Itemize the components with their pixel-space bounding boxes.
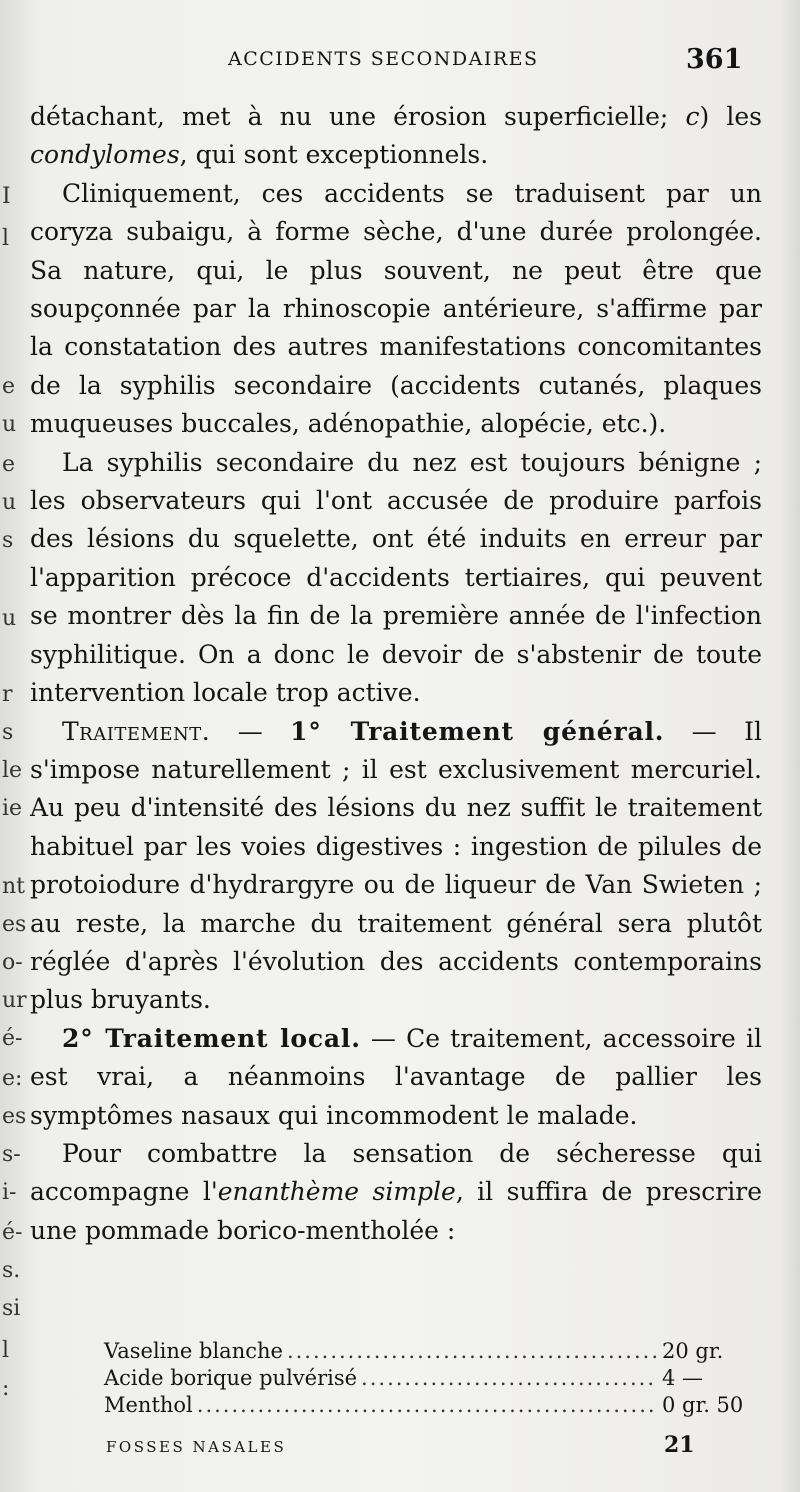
section-lead: Traitement. xyxy=(62,716,211,746)
ingredient-name: Menthol xyxy=(104,1393,193,1417)
margin-fragment: e xyxy=(2,374,16,399)
ingredient-quantity: 20 gr. xyxy=(662,1339,724,1363)
margin-fragment: : xyxy=(2,1376,10,1401)
text-run: détachant, met à nu une érosion superficielle; xyxy=(30,102,686,131)
margin-fragment: o- xyxy=(2,950,23,975)
italic-term: condylomes xyxy=(30,140,180,170)
margin-fragment: é- xyxy=(2,1026,23,1051)
margin-fragment: r xyxy=(2,682,13,707)
paragraph-6 xyxy=(30,1135,762,1250)
formula-row xyxy=(104,1392,744,1419)
section-heading: 2° Traitement local. xyxy=(62,1023,361,1053)
leader-dots xyxy=(361,1365,658,1392)
margin-fragment: e xyxy=(2,452,16,477)
margin-fragment: s xyxy=(2,720,14,745)
margin-fragment: le xyxy=(2,758,23,783)
leader-dots xyxy=(287,1338,658,1365)
margin-fragment: é- xyxy=(2,1220,23,1245)
prescription-formula xyxy=(104,1338,744,1419)
dash: — xyxy=(210,716,291,746)
page-header xyxy=(0,44,800,84)
margin-fragment: e: xyxy=(2,1066,23,1091)
bleed-through-margin xyxy=(0,0,27,1492)
text-run: Il s'impose naturellement ; il est exclusivement mercuriel. Au peu d'intensité des lésions du nez suffit le traitement habituel par les voies digestives : ingestion de pilules de protoiodure d'hydrargyre ou de liqueur de Van Swieten ; au reste, la marche du traitement général sera plutôt réglée d'après l'évolution des accidents contemporains plus bruyants. xyxy=(30,716,762,1015)
margin-fragment: l xyxy=(2,226,10,251)
paragraph-5 xyxy=(30,1020,762,1135)
margin-fragment: I xyxy=(2,184,11,209)
paragraph-3: La syphilis secondaire du nez est toujours bénigne ; les observateurs qui l'ont accusée de produire parfois des lésions du squelette, ont été induits en erreur par l'apparition précoce d'accidents tertiaires, qui peuvent se montrer dès la fin de la première année de l'infection syphilitique. On a donc le devoir de s'abstenir de toute intervention locale trop active. xyxy=(30,447,762,708)
ingredient-quantity: 0 gr. 50 xyxy=(662,1393,744,1417)
ingredient-name: Vaseline blanche xyxy=(104,1339,283,1363)
formula-row xyxy=(104,1365,744,1392)
page-footer xyxy=(0,1432,800,1462)
text-run: Pour combattre la sensation de sécheresse qui accompagne l' xyxy=(30,1138,762,1207)
margin-fragment: es xyxy=(2,912,27,937)
paragraph-2: Cliniquement, ces accidents se traduisent par un coryza subaigu, à forme sèche, d'une durée prolongée. Sa nature, qui, le plus souvent, ne peut être que soupçonnée par la rhinoscopie antérieure, s'affirme par la constatation des autres manifestations concomitantes de la syphilis secondaire (accidents cutanés, plaques muqueuses buccales, adénopathie, alopécie, etc.). xyxy=(30,178,762,439)
margin-fragment: s xyxy=(2,528,14,553)
italic-run: c xyxy=(685,102,700,131)
text-run: ) les xyxy=(699,102,762,131)
margin-fragment: ie xyxy=(2,796,23,821)
formula-row xyxy=(104,1338,744,1365)
text-run: , il suffira de prescrire une pommade borico-mentholée : xyxy=(30,1177,762,1245)
ingredient-quantity: 4 — xyxy=(662,1366,704,1390)
margin-fragment: u xyxy=(2,606,17,631)
margin-fragment: nt xyxy=(2,874,26,899)
margin-fragment: u xyxy=(2,412,17,437)
margin-fragment: l xyxy=(2,1338,10,1363)
text-run: , qui sont exceptionnels. xyxy=(179,140,489,170)
margin-fragment: ur xyxy=(2,988,27,1013)
text-run: Ce traitement, accessoire il est vrai, a néanmoins l'avantage de pallier les symptômes nasaux qui incommodent le malade. xyxy=(30,1023,762,1130)
margin-fragment: u xyxy=(2,490,17,515)
leader-dots xyxy=(197,1392,658,1419)
margin-fragment: es xyxy=(2,1104,27,1129)
margin-fragment: i- xyxy=(2,1180,17,1205)
body-text xyxy=(30,98,762,1250)
ingredient-name: Acide borique pulvérisé xyxy=(104,1366,358,1390)
margin-fragment: s. xyxy=(2,1258,21,1283)
section-heading: 1° Traitement général. xyxy=(290,716,665,746)
signature-number: 21 xyxy=(664,1432,695,1458)
italic-term: enanthème simple xyxy=(217,1177,456,1207)
running-head: ACCIDENTS SECONDAIRES xyxy=(228,48,539,70)
paragraph-1 xyxy=(30,98,762,175)
margin-fragment: si xyxy=(2,1296,21,1321)
paragraph-4 xyxy=(30,713,762,1020)
printer-signature: FOSSES NASALES xyxy=(106,1438,287,1456)
dash: — xyxy=(664,716,745,746)
margin-fragment: s- xyxy=(2,1142,21,1167)
page-number: 361 xyxy=(686,44,743,75)
dash: — xyxy=(360,1023,407,1053)
